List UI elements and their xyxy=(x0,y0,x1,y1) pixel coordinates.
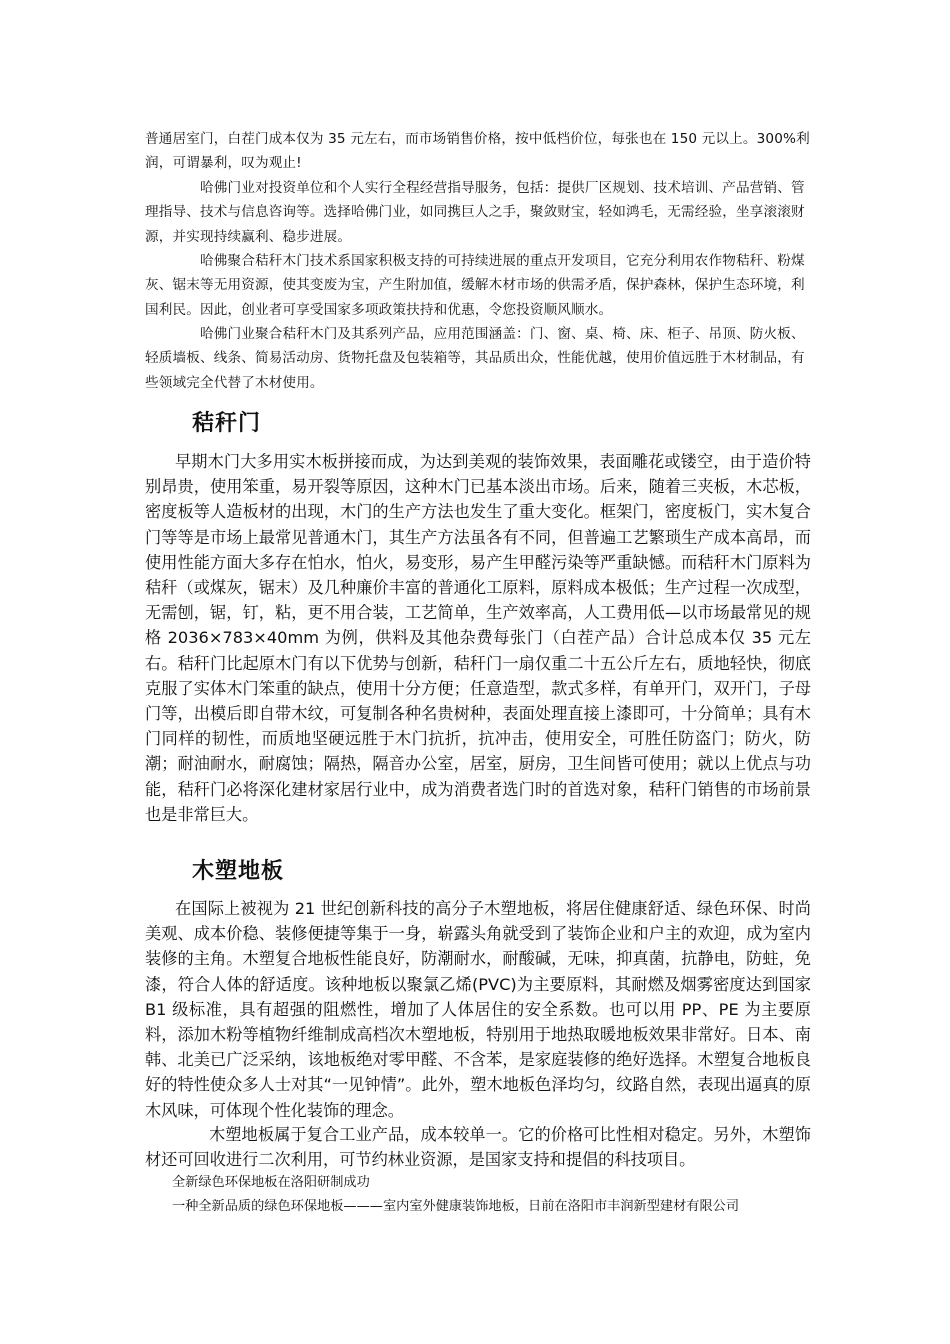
intro-paragraph-4: 哈佛门业聚合秸秆木门及其系列产品，应用范围涵盖：门、窗、桌、椅、床、柜子、吊顶、防火板、轻质墙板、线条、简易活动房、货物托盘及包装箱等，其品质出众，性能优越，使用价值远胜于木材制品，有些领域完全代替了木材使用。 xyxy=(145,326,805,391)
news-first-line: 一种全新品质的绿色环保地板———室内室外健康装饰地板，日前在洛阳市丰润新型建材有限公司 xyxy=(172,1199,740,1214)
section-heading-straw-door: 秸秆门 xyxy=(192,411,262,436)
intro-paragraph-3: 哈佛聚合秸秆木门技术系国家积极支持的可持续进展的重点开发项目，它充分利用农作物秸秆、粉煤灰、锯末等无用资源，使其变废为宝，产生附加值，缓解木材市场的供需矛盾，保护森林，保护生态环境，利国利民。因此，创业者可享受国家多项政策扶持和优惠，令您投资顺风顺水。 xyxy=(145,253,805,318)
news-title: 全新绿色环保地板在洛阳研制成功 xyxy=(172,1175,370,1190)
section-heading-wpc-floor: 木塑地板 xyxy=(192,859,285,884)
wpc-floor-body-2: 木塑地板属于复合工业产品，成本较单一。它的价格可比性相对稳定。另外，木塑饰材还可回收进行二次利用，可节约林业资源，是国家支持和提倡的科技项目。 xyxy=(145,1125,811,1170)
intro-paragraph-2: 哈佛门业对投资单位和个人实行全程经营指导服务，包括：提供厂区规划、技术培训、产品营销、管理指导、技术与信息咨询等。选择哈佛门业，如同携巨人之手，聚敛财宝，轻如鸿毛，无需经验，坐享滚滚财源，并实现持续赢利、稳步进展。 xyxy=(145,180,805,245)
intro-paragraph-1: 普通居室门，白茬门成本仅为 35 元左右，而市场销售价格，按中低档价位，每张也在 150 元以上。300%利润，可谓暴利，叹为观止! xyxy=(145,131,810,172)
wpc-floor-body-1: 在国际上被视为 21 世纪创新科技的高分子木塑地板，将居住健康舒适、绿色环保、时尚美观、成本价稳、装修便捷等集于一身，崭露头角就受到了装饰企业和户主的欢迎，成为室内装修的主角。木塑复合地板性能良好，防潮耐水，耐酸碱，无味，抑真菌，抗静电，防蛀，免漆，符合人体的舒适度。该种地板以聚氯乙烯(PVC)为主要原料，其耐燃及烟雾密度达到国家 B1 级标准，具有超强的阻燃性，增加了人体居住的安全系数。也可以用 PP、PE 为主要原料，添加木粉等植物纤维制成高档次木塑地板，特别用于地热取暖地板效果非常好。日本、南韩、北美已广泛采纳，该地板绝对零甲醛、不含苯，是家庭装修的绝好选择。木塑复合地板良好的特性使众多人士对其“一见钟情”。此外，塑木地板色泽均匀，纹路自然，表现出逼真的原木风味，可体现个性化装饰的理念。 xyxy=(145,899,811,1120)
straw-door-body: 早期木门大多用实木板拼接而成，为达到美观的装饰效果，表面雕花或镂空，由于造价特别昂贵，使用笨重，易开裂等原因，这种木门已基本淡出市场。后来，随着三夹板，木芯板，密度板等人造板材的出现，木门的生产方法也发生了重大变化。框架门，密度板门，实木复合门等等是市场上最常见普通木门，其生产方法虽各有不同，但普遍工艺繁琐生产成本高昂，而使用性能方面大多存在怕水，怕火，易变形，易产生甲醛污染等严重缺憾。而秸秆木门原料为秸秆（或煤灰，锯末）及几种廉价丰富的普通化工原料，原料成本极低；生产过程一次成型，无需刨，锯，钉，粘，更不用合装，工艺简单，生产效率高，人工费用低—以市场最常见的规格 2036×783×40mm 为例，供料及其他杂费每张门（白茬产品）合计总成本仅 35 元左右。秸秆门比起原木门有以下优势与创新，秸秆门一扇仅重二十五公斤左右，质地轻快，彻底克服了实体木门笨重的缺点，使用十分方便；任意造型，款式多样，有单开门，双开门，子母门等，出模后即自带木纹，可复制各种名贵树种，表面处理直接上漆即可，十分简单；具有木门同样的韧性，而质地坚硬远胜于木门抗折，抗冲击，使用安全，可胜任防盗门；防火，防潮；耐油耐水，耐腐蚀；隔热，隔音办公室，居室，厨房，卫生间皆可使用；就以上优点与功能，秸秆门必将深化建材家居行业中，成为消费者选门时的首选对象，秸秆门销售的市场前景也是非常巨大。 xyxy=(145,452,811,824)
